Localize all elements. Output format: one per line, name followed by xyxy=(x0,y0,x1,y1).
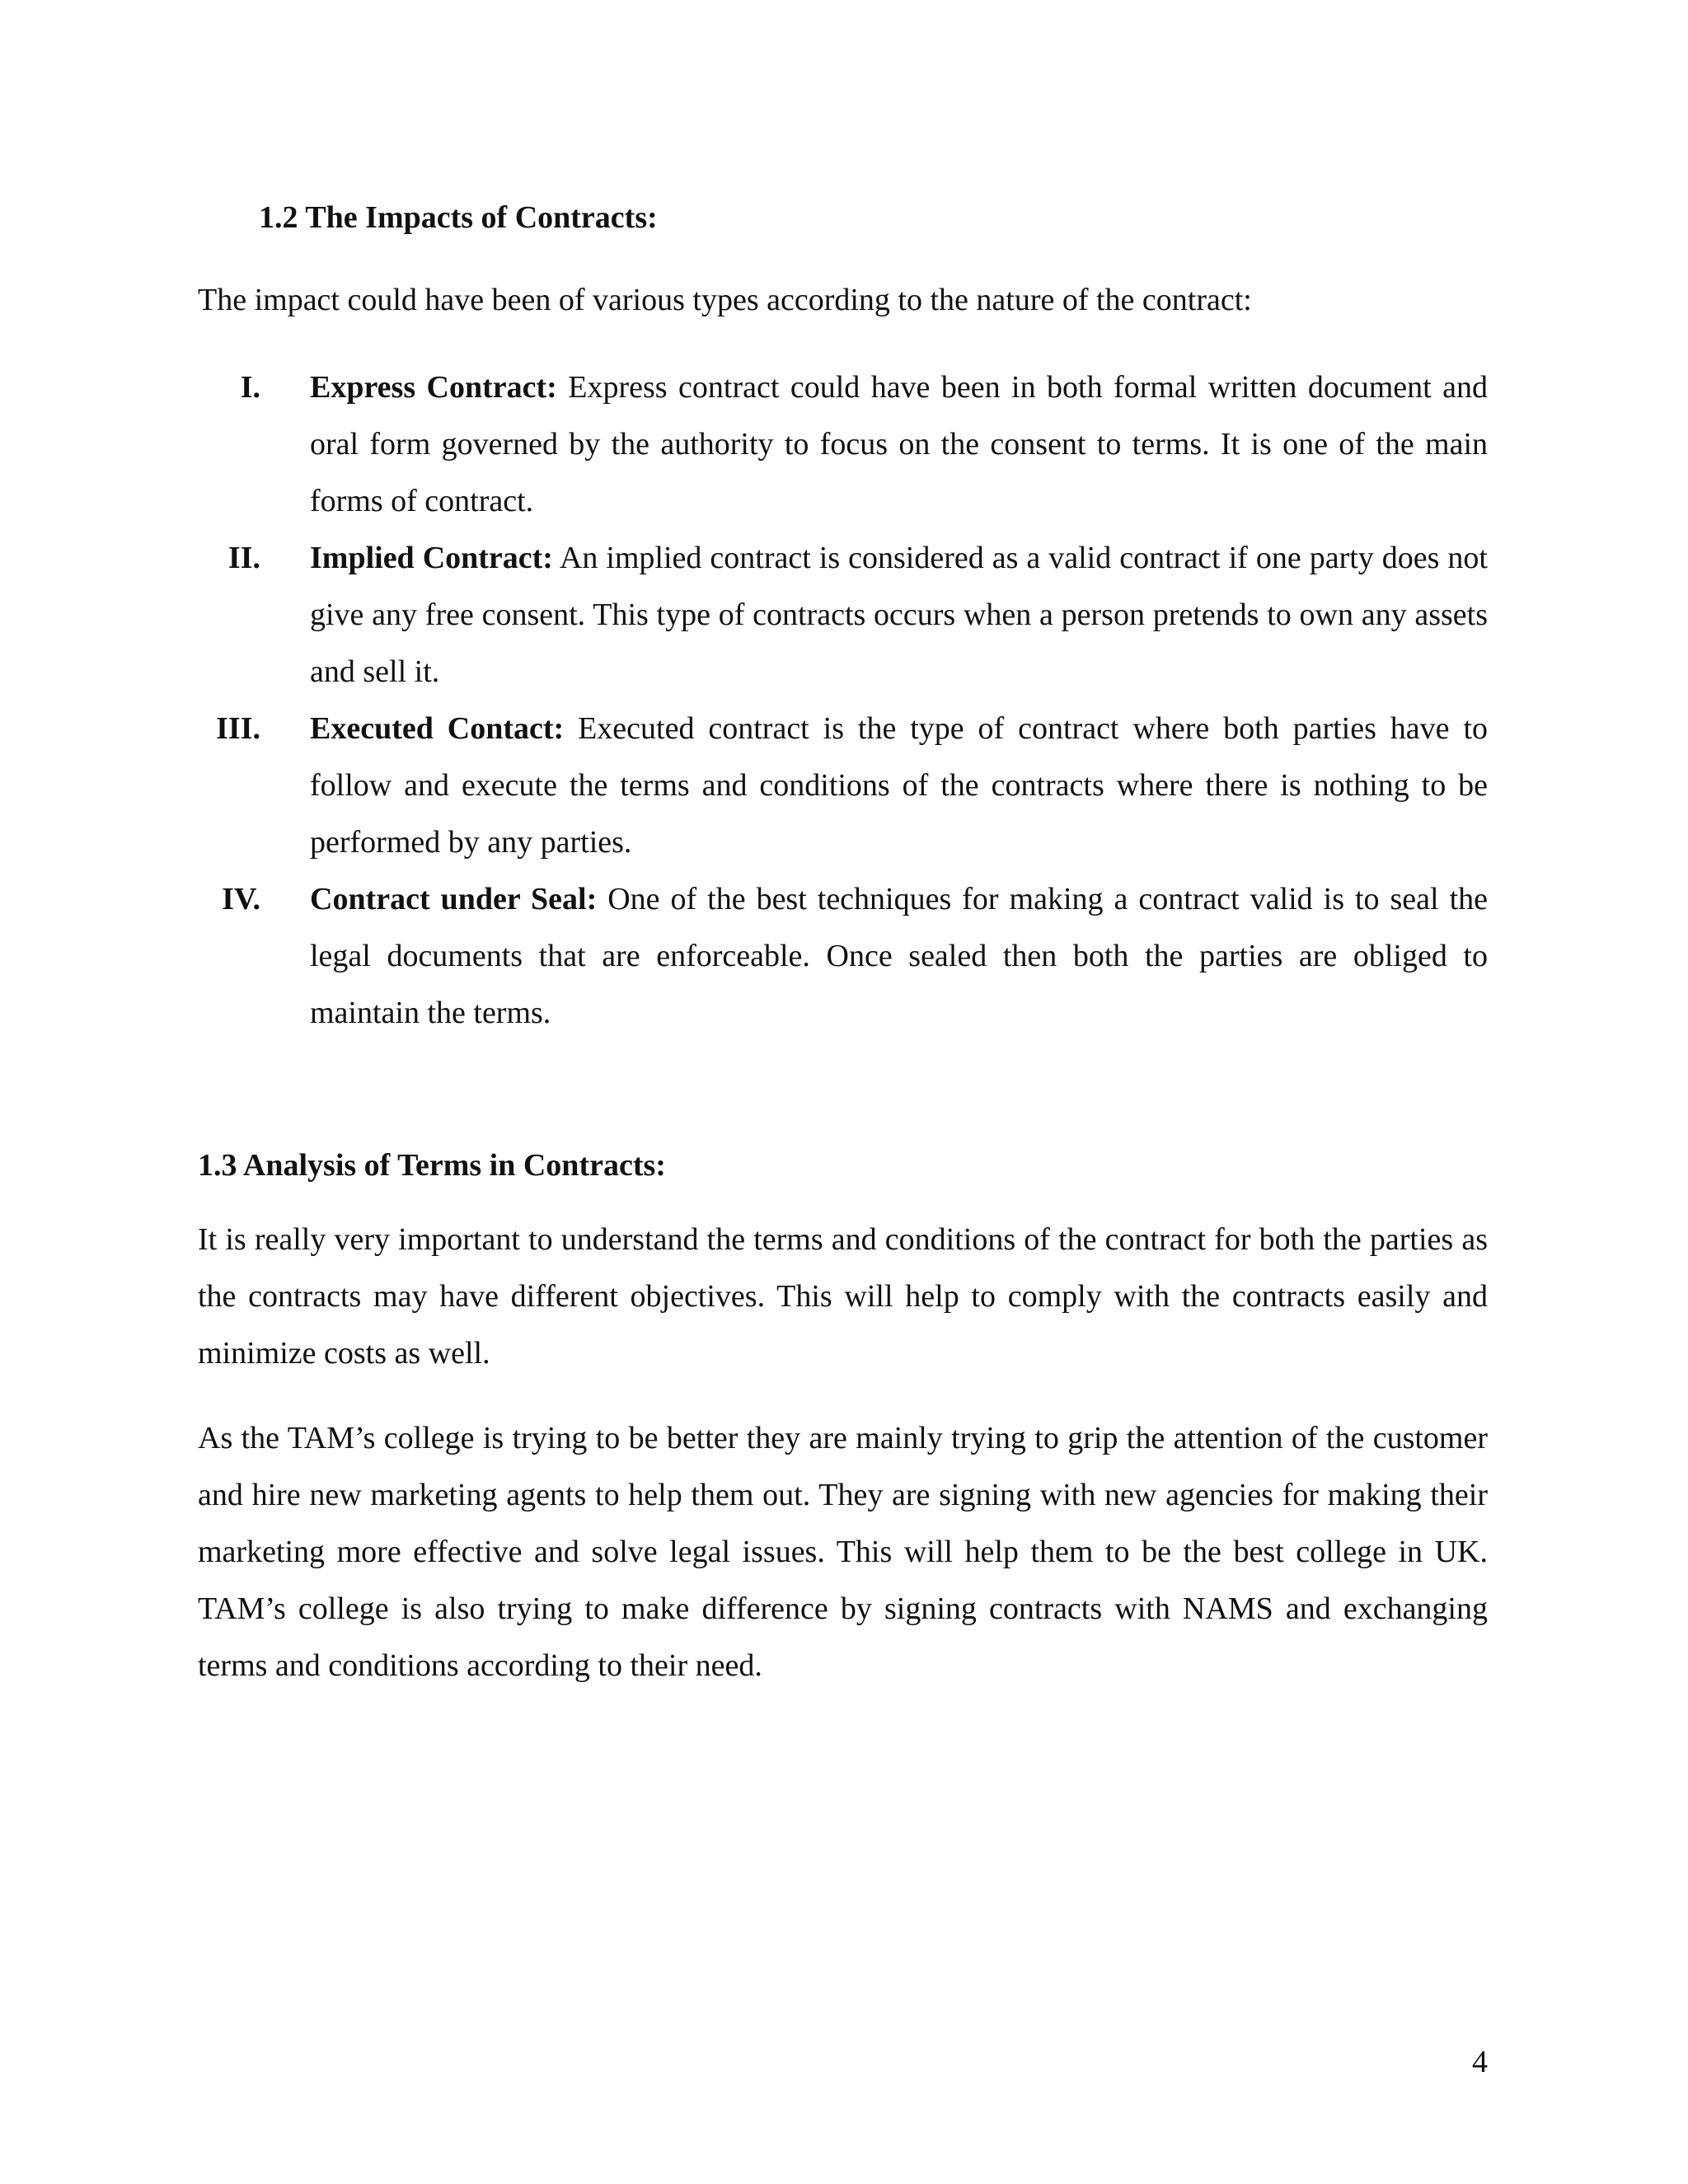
section-heading-impacts: 1.2 The Impacts of Contracts: xyxy=(259,200,658,235)
list-text: Executed contract is the type of contract where both parties have to follow and execute the terms and conditions of the contracts where there is nothing to be performed by any parties. xyxy=(310,711,1488,860)
list-numeral: II. xyxy=(227,541,260,575)
list-item xyxy=(198,530,1488,701)
list-term: Contract under Seal: xyxy=(310,882,598,916)
section-heading-analysis: 1.3 Analysis of Terms in Contracts: xyxy=(198,1148,666,1183)
list-term: Implied Contract: xyxy=(310,541,553,575)
list-text: One of the best techniques for making a contract valid is to seal the legal documents that are enforceable. Once sealed then both the parties are obliged to maintain the terms. xyxy=(310,882,1489,1030)
list-item xyxy=(198,359,1488,530)
list-term: Express Contract: xyxy=(310,370,557,405)
contract-types-list xyxy=(198,359,1488,1042)
list-item xyxy=(198,701,1488,871)
list-text: Express contract could have been in both formal written document and oral form governed by the authority to focus on the consent to terms. It is one of the main forms of contract. xyxy=(310,370,1489,518)
analysis-paragraph-2: As the TAM’s college is trying to be better they are mainly trying to grip the attention of the customer and hire new marketing agents to help them out. They are signing with new agencies for making their marketing more effective and solve legal issues. This will help them to be the best college in UK. TAM’s college is also trying to make difference by signing contracts with NAMS and exchanging terms and conditions according to their need. xyxy=(198,1421,1488,1683)
list-text: An implied contract is considered as a valid contract if one party does not give any free consent. This type of contracts occurs when a person pretends to own any assets and sell it. xyxy=(310,541,1488,689)
list-numeral: III. xyxy=(216,711,260,746)
list-numeral: IV. xyxy=(222,882,260,916)
list-numeral: I. xyxy=(240,370,260,405)
page-number: 4 xyxy=(1472,2045,1488,2079)
list-term: Executed Contact: xyxy=(310,711,565,746)
list-item xyxy=(198,871,1488,1042)
analysis-paragraph-1: It is really very important to understand the terms and conditions of the contract for both the parties as the contracts may have different objectives. This will help to comply with the contracts easily and minimize costs as well. xyxy=(198,1222,1488,1371)
section-intro: The impact could have been of various types according to the nature of the contract: xyxy=(198,283,1252,317)
